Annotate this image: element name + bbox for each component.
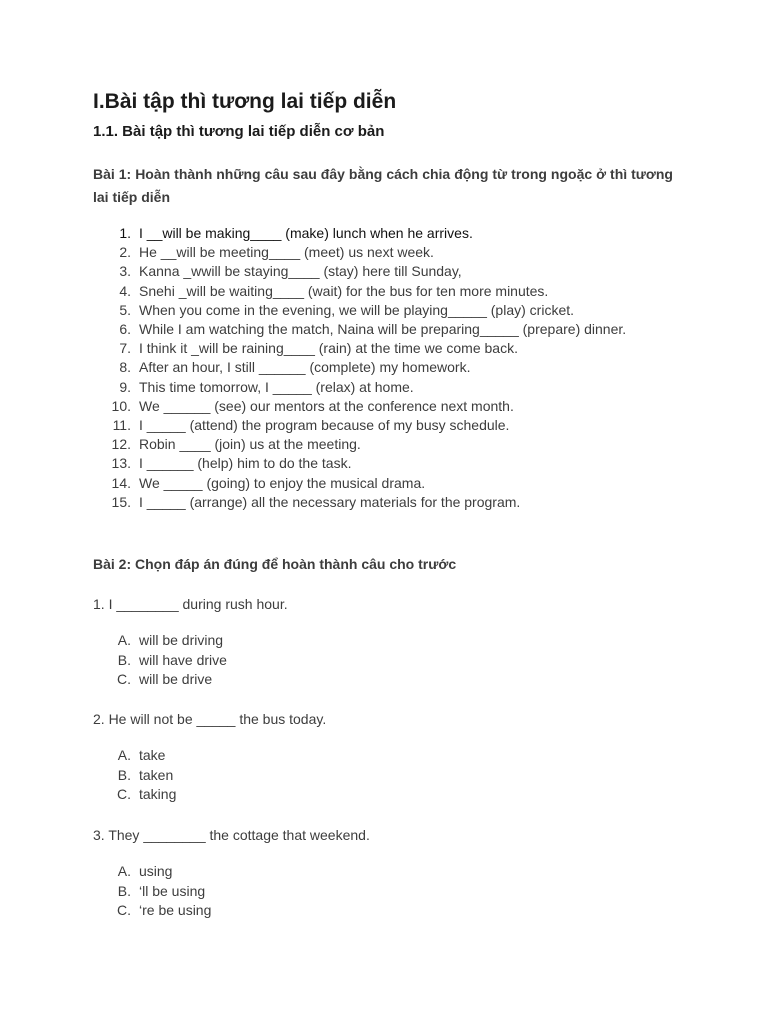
list-item [93,320,674,339]
page-heading: I.Bài tập thì tương lai tiếp diễn [93,90,397,113]
option-c [93,901,211,921]
section-subheading: 1.1. Bài tập thì tương lai tiếp diễn cơ bản [93,123,385,140]
question-2: 2. He will not be _____ the bus today. [93,711,327,727]
option-a [93,746,176,766]
list-item [93,435,674,454]
option-b [93,882,211,902]
list-item [93,474,674,493]
item-number: 5. [119,301,131,318]
option-text: take [139,747,166,763]
option-text: taken [139,766,174,783]
option-letter: B. [117,882,131,899]
option-letter: A. [117,747,131,763]
option-b [93,766,176,786]
item-number: 8. [119,359,131,376]
item-text: When you come in the evening, we will be playing_____ (play) cricket. [139,301,575,318]
option-letter: C. [117,786,131,802]
item-text: We ______ (see) our mentors at the conference next month. [139,397,514,414]
item-number: 11. [112,417,131,434]
option-c [93,670,227,690]
list-item [93,378,674,397]
item-number: 1. [119,225,131,241]
list-item [93,243,674,262]
option-text: will have drive [139,651,227,668]
item-number: 10. [111,397,131,414]
list-item [93,397,674,416]
item-text: This time tomorrow, I _____ (relax) at home. [139,378,414,395]
option-b [93,651,227,671]
list-item [93,262,674,281]
item-number: 12. [111,436,131,453]
option-c [93,785,176,805]
option-text: will be driving [139,632,224,648]
option-text: taking [139,786,177,802]
option-letter: C. [117,902,131,918]
list-item [93,416,674,435]
list-item [93,282,674,301]
item-number: 14. [111,474,131,491]
question-1-options [93,631,227,690]
item-text: While I am watching the match, Naina will be preparing_____ (prepare) dinner. [139,321,627,338]
item-text: I _____ (arrange) all the necessary materials for the program. [139,493,521,510]
item-text: He __will be meeting____ (meet) us next week. [139,244,434,261]
item-text: I _____ (attend) the program because of my busy schedule. [139,417,510,434]
list-item [93,358,674,377]
option-letter: A. [117,632,131,648]
exercise-1-title: Bài 1: Hoàn thành những câu sau đây bằng cách chia động từ trong ngoặc ở thì tương lai tiếp diễn [93,166,673,205]
list-item [93,493,674,512]
item-text: We _____ (going) to enjoy the musical drama. [139,474,426,491]
item-text: I ______ (help) him to do the task. [139,455,352,472]
list-item [93,454,674,473]
question-3: 3. They ________ the cottage that weekend. [93,827,370,843]
question-1: 1. I ________ during rush hour. [93,596,288,612]
option-letter: C. [117,671,131,687]
exercise-2-title: Bài 2: Chọn đáp án đúng để hoàn thành câu cho trước [93,556,457,572]
option-letter: B. [117,766,131,783]
option-letter: A. [117,863,131,879]
item-number: 7. [119,340,131,357]
option-a [93,631,227,651]
list-item [93,301,674,320]
item-text: I __will be making____ (make) lunch when he arrives. [139,225,473,241]
option-a [93,862,211,882]
question-3-options [93,862,211,921]
item-text: I think it _will be raining____ (rain) at the time we come back. [139,340,518,357]
item-number: 9. [119,378,131,395]
item-text: Snehi _will be waiting____ (wait) for the bus for ten more minutes. [139,282,549,299]
question-2-options [93,746,176,805]
item-number: 6. [119,321,131,338]
list-item [93,339,674,358]
item-text: Kanna _wwill be staying____ (stay) here till Sunday, [139,263,462,280]
item-number: 2. [119,244,131,261]
item-number: 13. [111,455,131,472]
item-text: Robin ____ (join) us at the meeting. [139,436,361,453]
exercise-1-list [93,224,674,512]
option-letter: B. [117,651,131,668]
option-text: using [139,863,173,879]
list-item [93,224,674,243]
item-number: 3. [119,263,131,280]
option-text: will be drive [139,671,213,687]
option-text: ‘re be using [139,902,212,918]
item-text: After an hour, I still ______ (complete) my homework. [139,359,471,376]
option-text: ‘ll be using [139,882,206,899]
item-number: 15. [111,493,131,510]
item-number: 4. [119,282,131,299]
